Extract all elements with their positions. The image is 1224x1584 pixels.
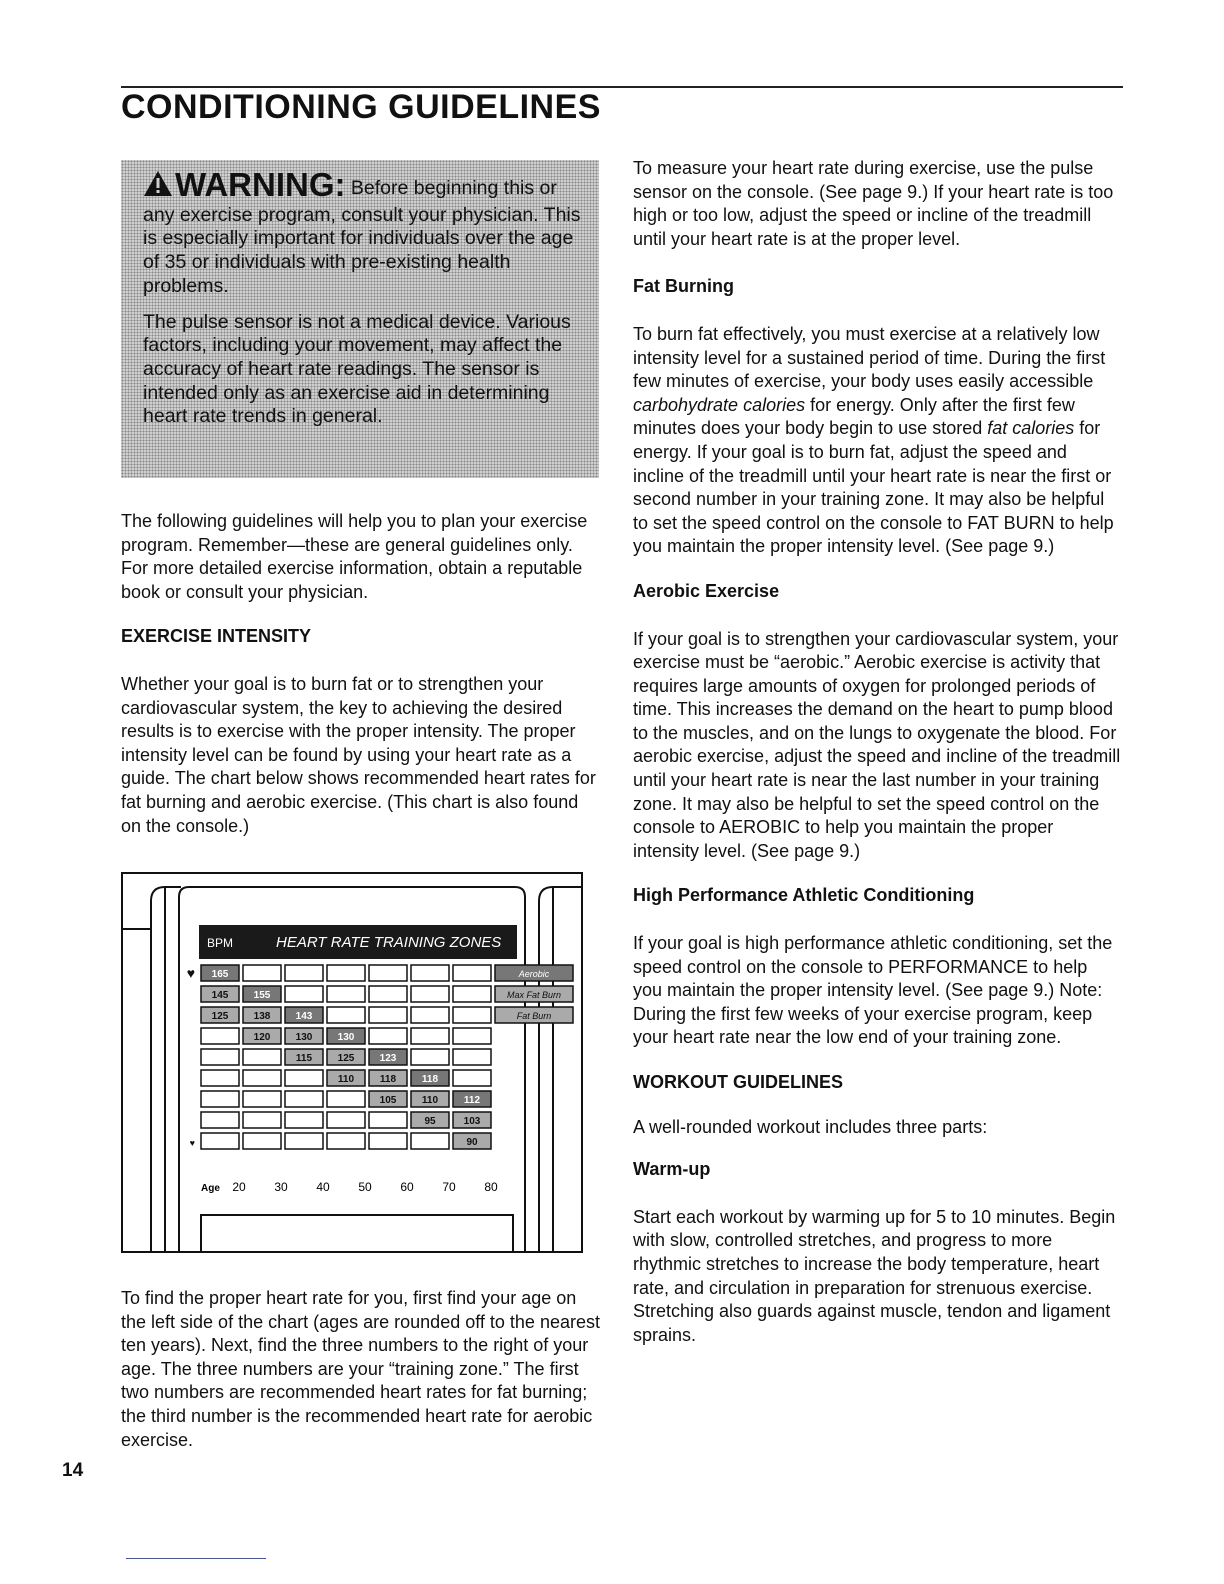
empty-cell	[369, 1112, 407, 1128]
empty-cell	[327, 965, 365, 981]
zone-value-label: 138	[253, 1011, 271, 1022]
empty-cell	[201, 1070, 239, 1086]
heart-icon: ♥	[189, 1138, 195, 1148]
zone-value-label: 155	[253, 990, 271, 1001]
zone-value-label: 145	[211, 990, 229, 1001]
zone-value-label: 125	[337, 1053, 355, 1064]
zone-value-label: 103	[463, 1116, 481, 1127]
age-tick-label: 40	[316, 1180, 330, 1194]
empty-cell	[453, 1049, 491, 1065]
empty-cell	[453, 986, 491, 1002]
intro-paragraph: The following guidelines will help you to plan your exercise program. Remember—these are general guidelines only. For more detailed exercise information, obtain a reputable book or consult your physician.	[121, 511, 588, 602]
empty-cell	[411, 1049, 449, 1065]
empty-cell	[369, 986, 407, 1002]
empty-cell	[369, 965, 407, 981]
empty-cell	[243, 1049, 281, 1065]
chart-display-slot	[201, 1215, 513, 1252]
warning-paragraph-2: The pulse sensor is not a medical device. Various factors, including your movement, may affect the accuracy of heart rate readings. The sensor is intended only as an exercise aid in determining heart rate trends in general.	[143, 310, 571, 428]
aerobic-paragraph: If your goal is to strengthen your cardiovascular system, your exercise must be “aerobic.” Aerobic exercise is activity that requires large amounts of oxygen for prolonged periods of time. This increases the demand on the heart to pump blood to the muscles, and on the lungs to oxygenate the blood. For aerobic exercise, adjust the speed and incline of the treadmill until your heart rate is near the last number in your training zone. It may also be helpful to set the speed control on the console to AEROBIC to help you maintain the proper intensity level. (See page 9.)	[633, 628, 1121, 861]
fat-burning-paragraph	[633, 323, 1121, 559]
empty-cell	[201, 1112, 239, 1128]
age-tick-label: 60	[400, 1180, 414, 1194]
page-title: CONDITIONING GUIDELINES	[121, 88, 601, 126]
empty-cell	[411, 965, 449, 981]
empty-cell	[453, 1028, 491, 1044]
age-tick-label: 20	[232, 1180, 246, 1194]
empty-cell	[327, 1112, 365, 1128]
warning-box	[121, 160, 599, 478]
empty-cell	[285, 1091, 323, 1107]
empty-cell	[285, 1070, 323, 1086]
zone-value-label: 120	[253, 1032, 271, 1043]
legend-label: Max Fat Burn	[506, 990, 562, 1000]
left-column	[121, 510, 601, 838]
measure-paragraph: To measure your heart rate during exercise, use the pulse sensor on the console. (See page 9.) If your heart rate is too high or too low, adjust the speed or incline of the treadmill until your heart rate is at the proper level.	[633, 158, 1114, 249]
age-tick-label: 50	[358, 1180, 372, 1194]
empty-cell	[243, 1112, 281, 1128]
empty-cell	[411, 1028, 449, 1044]
empty-cell	[243, 1091, 281, 1107]
empty-cell	[201, 1091, 239, 1107]
empty-cell	[453, 965, 491, 981]
empty-cell	[327, 986, 365, 1002]
intensity-paragraph: Whether your goal is to burn fat or to strengthen your cardiovascular system, the key to achieving the desired results is to exercise with the proper intensity. The proper intensity level can be found by using your heart rate as a guide. The chart below shows recommended heart rates for fat burning and aerobic exercise. (This chart is also found on the console.)	[121, 673, 596, 836]
zone-value-label: 130	[295, 1032, 313, 1043]
empty-cell	[327, 1091, 365, 1107]
empty-cell	[201, 1049, 239, 1065]
empty-cell	[285, 986, 323, 1002]
right-column	[633, 157, 1121, 1347]
empty-cell	[243, 1070, 281, 1086]
zone-value-label: 95	[424, 1116, 436, 1127]
empty-cell	[327, 1133, 365, 1149]
fat-em-2: fat calories	[987, 418, 1075, 439]
empty-cell	[201, 1028, 239, 1044]
warning-text-1: Before beginning this or any exercise program, consult your physician. This is especially important for individuals over the age of 35 or individuals with pre-existing health problems.	[143, 177, 581, 297]
zone-value-label: 105	[379, 1095, 397, 1106]
chart-age-label: Age	[201, 1183, 220, 1194]
chart-title: HEART RATE TRAINING ZONES	[276, 934, 502, 951]
empty-cell	[285, 1133, 323, 1149]
empty-cell	[411, 986, 449, 1002]
legend-label: Aerobic	[518, 969, 550, 979]
zone-value-label: 125	[211, 1011, 229, 1022]
age-tick-label: 80	[484, 1180, 498, 1194]
age-tick-label: 30	[274, 1180, 288, 1194]
empty-cell	[201, 1133, 239, 1149]
empty-cell	[453, 1070, 491, 1086]
find-rate-block	[121, 1287, 601, 1452]
empty-cell	[327, 1007, 365, 1023]
heart-rate-chart	[121, 871, 583, 1254]
zone-value-label: 165	[211, 969, 229, 980]
high-performance-paragraph: If your goal is high performance athletic conditioning, set the speed control on the console to PERFORMANCE to help you maintain the proper intensity level. (See page 9.) Note: During the first few weeks of your exercise program, keep your heart rate near the low end of your training zone.	[633, 933, 1113, 1048]
zone-value-label: 90	[466, 1137, 478, 1148]
empty-cell	[243, 1133, 281, 1149]
zone-value-label: 110	[337, 1074, 355, 1085]
zone-value-label: 110	[421, 1095, 439, 1106]
zone-value-label: 123	[379, 1053, 397, 1064]
fat-text-2: for energy. Only after the first few minutes does your body begin to use stored	[633, 394, 1075, 439]
empty-cell	[411, 1133, 449, 1149]
heart-icon: ♥	[186, 965, 195, 981]
empty-cell	[369, 1007, 407, 1023]
page-number: 14	[62, 1460, 84, 1481]
fat-burning-heading: Fat Burning	[633, 276, 734, 297]
empty-cell	[453, 1007, 491, 1023]
empty-cell	[243, 965, 281, 981]
age-tick-label: 70	[442, 1180, 456, 1194]
bottom-edge-line	[126, 1558, 266, 1559]
fat-text-1: To burn fat effectively, you must exercise at a relatively low intensity level for a sustained period of time. During the first few minutes of exercise, your body uses easily accessible	[633, 323, 1106, 392]
find-rate-paragraph: To find the proper heart rate for you, first find your age on the left side of the chart (ages are rounded off to the nearest ten years). Next, find the three numbers to the right of your age. The three numbers are your “training zone.” The first two numbers are recommended heart rates for fat burning; the third number is the recommended heart rate for aerobic exercise.	[121, 1288, 600, 1450]
zone-value-label: 118	[421, 1074, 439, 1085]
warning-paragraph-1	[143, 166, 585, 299]
warm-up-heading: Warm-up	[633, 1159, 711, 1180]
empty-cell	[369, 1028, 407, 1044]
warning-label: WARNING:	[175, 166, 346, 203]
zone-value-label: 118	[379, 1074, 397, 1085]
empty-cell	[411, 1007, 449, 1023]
high-performance-heading: High Performance Athletic Conditioning	[633, 885, 975, 906]
aerobic-heading: Aerobic Exercise	[633, 580, 780, 601]
zone-value-label: 115	[295, 1053, 313, 1064]
fat-em-1: carbohydrate calories	[633, 394, 806, 415]
workout-intro: A well-rounded workout includes three parts:	[633, 1116, 988, 1137]
warm-up-paragraph: Start each workout by warming up for 5 to 10 minutes. Begin with slow, controlled stretches, and progress to more rhythmic stretches to increase the body temperature, heart rate, and circulation in preparation for strenuous exercise. Stretching also guards against muscle, tendon and ligament sprains.	[633, 1206, 1116, 1345]
chart-unit-label: BPM	[207, 936, 234, 950]
warning-triangle-icon	[143, 170, 173, 204]
zone-value-label: 143	[295, 1011, 313, 1022]
legend-label: Fat Burn	[516, 1011, 552, 1021]
empty-cell	[369, 1133, 407, 1149]
workout-guidelines-heading: WORKOUT GUIDELINES	[633, 1072, 843, 1092]
fat-text-3: for energy. If your goal is to burn fat, adjust the speed and incline of the treadmill until your heart rate is near the first or second number in your training zone. It may also be helpful to set the speed control on the console to FAT BURN to help you maintain the proper intensity level. (See page 9.)	[633, 418, 1114, 557]
zone-value-label: 130	[337, 1032, 355, 1043]
empty-cell	[285, 965, 323, 981]
empty-cell	[285, 1112, 323, 1128]
exercise-intensity-heading: EXERCISE INTENSITY	[121, 626, 312, 647]
zone-value-label: 112	[463, 1095, 481, 1106]
